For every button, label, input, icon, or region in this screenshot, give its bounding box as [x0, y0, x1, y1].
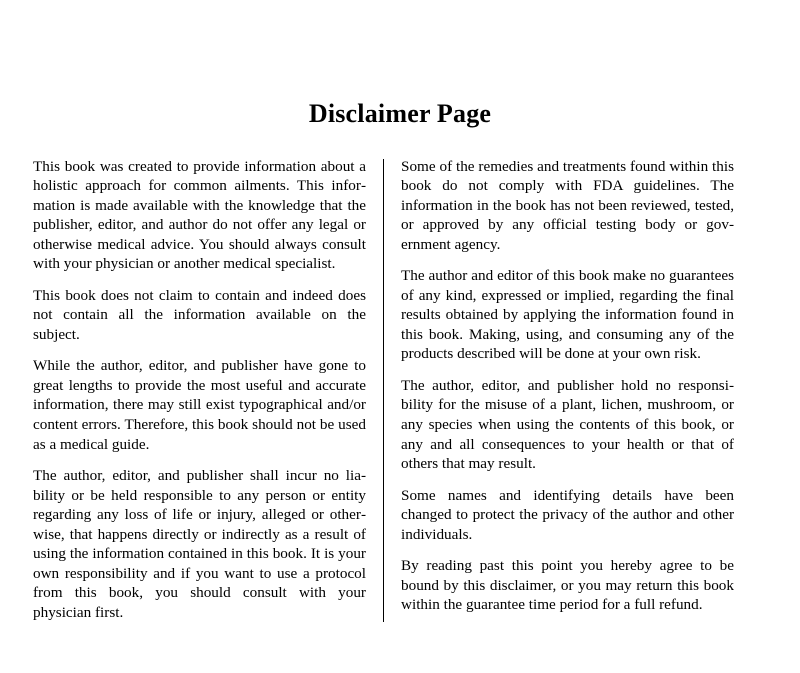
paragraph: Some of the remedies and treatments found within this book do not comply with FDA guidelines. The information in the book has not been reviewed, tested, or approved by any official testing body or government agency. — [401, 157, 734, 253]
two-column-body — [33, 157, 767, 623]
page-title: Disclaimer Page — [308, 99, 492, 128]
paragraph: Some names and identifying details have been changed to protect the privacy of the author and other individuals. — [401, 486, 734, 543]
paragraph: The author, editor, and publisher hold no responsibility for the misuse of a plant, lichen, mushroom, or any species when using the contents of this book, or any and all consequences to your health or that of others that may result. — [401, 376, 734, 473]
paragraph: This book does not claim to contain and indeed does not contain all the information available on the subject. — [33, 286, 366, 343]
left-column — [33, 157, 383, 623]
paragraph: The author, editor, and publisher shall incur no liability or be held responsible to any person or entity regarding any loss of life or injury, alleged or otherwise, that happens directly or indirectly as a result of using the information contained in this book. It is your own responsibility and if you want to use a protocol from this book, you should consult with your physician first. — [33, 467, 366, 621]
paragraph: The author and editor of this book make no guarantees of any kind, expressed or implied, regarding the final results obtained by applying the information found in this book. Making, using, and consuming any of the products described will be done at your own risk. — [401, 267, 734, 363]
paragraph: While the author, editor, and publisher have gone to great lengths to provide the most useful and accurate information, there may still exist typographical and/or content errors. Therefore, this book should not be used as a medical guide. — [33, 357, 366, 453]
paragraph: This book was created to provide information about a holistic approach for common ailments. This information is made available with the knowledge that the publisher, editor, and author do not offer any legal or otherwise medical advice. You should always consult with your physician or another medical specialist. — [33, 157, 366, 273]
paragraph: By reading past this point you hereby agree to be bound by this disclaimer, or you may return this book within the guarantee time period for a full refund. — [401, 557, 734, 614]
right-column — [384, 157, 734, 623]
